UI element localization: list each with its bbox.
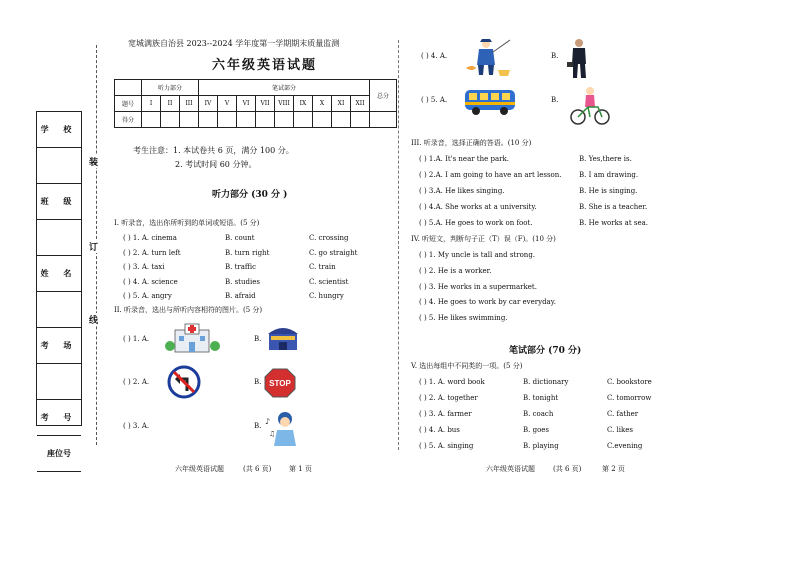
school-bus-icon: [462, 86, 520, 118]
s1-option-b: B. afraid: [225, 292, 256, 300]
cyclist-icon: [570, 85, 610, 127]
listening-header: 听力部分: [142, 80, 199, 96]
exam-room-field: 考 场: [37, 328, 81, 364]
section1-instruction: I. 听录音，选出你所听到的单词或短语。(5 分): [114, 219, 260, 227]
s2-q2-a: ( ) 2. A.: [123, 378, 150, 386]
score-cell: [332, 112, 351, 128]
s5-option-a: ( ) 5. A. singing: [419, 442, 474, 450]
question-numeral: V: [218, 96, 237, 112]
question-numeral: XII: [351, 96, 370, 112]
section2-instruction: II. 听录音，选出与所听内容相符的图片。(5 分): [114, 306, 263, 314]
spacer: [37, 148, 81, 184]
s1-option-b: B. traffic: [225, 263, 257, 271]
s5-option-b: B. coach: [523, 410, 554, 418]
s1-option-a: ( ) 2. A. turn left: [123, 248, 181, 257]
s2-q3-b: B.: [254, 422, 262, 430]
s1-option-c: C. hungry: [309, 292, 344, 300]
s1-option-c: C. crossing: [309, 234, 349, 242]
question-numeral: VIII: [275, 96, 294, 112]
s5-option-a: ( ) 1. A. word book: [419, 378, 485, 386]
question-numeral: I: [142, 96, 161, 112]
class-field: 班 级: [37, 184, 81, 220]
score-cell: [275, 112, 294, 128]
no-left-turn-icon: [167, 365, 201, 399]
paper-title: 六年级英语试题: [212, 58, 318, 73]
question-numeral: X: [313, 96, 332, 112]
question-numeral: VII: [256, 96, 275, 112]
stop-sign-icon: [263, 367, 297, 399]
s3-option-b: B. I am drawing.: [579, 171, 639, 179]
s5-option-c: C. father: [607, 410, 639, 418]
score-cell: [180, 112, 199, 128]
s5-option-b: B. tonight: [523, 394, 559, 402]
notice-line-2: 2. 考试时间 60 分钟。: [175, 160, 257, 169]
spacer: [37, 364, 81, 400]
s3-option-a: ( ) 2.A. I am going to have an art lesson.: [419, 171, 562, 179]
s4-statement: ( ) 2. He is a worker.: [419, 266, 492, 275]
s3-option-a: ( ) 4.A. She works at a university.: [419, 203, 537, 211]
s5-option-b: B. playing: [523, 442, 559, 450]
s5-option-a: ( ) 3. A. farmer: [419, 410, 472, 418]
question-numeral: II: [161, 96, 180, 112]
cinema-icon: [265, 322, 301, 352]
section4-instruction: IV. 听短文，判断句子正（T）误（F)。(10 分): [411, 235, 556, 243]
score-cell: [256, 112, 275, 128]
score-cell: [237, 112, 256, 128]
row-score: 得分: [115, 112, 142, 128]
s1-option-c: C. go straight: [309, 248, 358, 257]
question-numeral: IX: [294, 96, 313, 112]
businessman-icon: [566, 38, 592, 80]
total-header: 总分: [370, 80, 397, 112]
score-cell: [313, 112, 332, 128]
page-divider: [398, 40, 399, 450]
s1-option-a: ( ) 1. A. cinema: [123, 234, 177, 242]
hospital-icon: [163, 322, 223, 354]
score-cell: [199, 112, 218, 128]
score-cell: [142, 112, 161, 128]
written-header: 笔试部分: [199, 80, 370, 96]
s5-option-c: C. tomorrow: [607, 394, 652, 402]
s4-statement: ( ) 3. He works in a supermarket.: [419, 282, 537, 291]
name-field: 姓 名: [37, 256, 81, 292]
s3-option-b: B. He works at sea.: [579, 219, 649, 227]
s2-q1-a: ( ) 1. A.: [123, 335, 150, 343]
footer-right-pages: (共 6 页): [553, 465, 582, 473]
s5-option-a: ( ) 2. A. together: [419, 394, 478, 402]
s3-option-b: B. He is singing.: [579, 187, 638, 195]
score-cell: [161, 112, 180, 128]
binding-mark: 订: [89, 240, 98, 253]
s4-statement: ( ) 5. He likes swimming.: [419, 314, 508, 323]
exam-title: 宽城满族自治县 2023--2024 学年度第一学期期末质量监测: [128, 39, 340, 48]
section5-instruction: V. 选出每组中不同类的一项。(5 分): [411, 362, 523, 370]
footer-left-title: 六年级英语试题: [175, 465, 224, 473]
s2-q5-b: B.: [551, 96, 559, 104]
school-field: 学 校: [37, 112, 81, 148]
s1-option-b: B. turn right: [225, 248, 270, 257]
s3-option-a: ( ) 1.A. It's near the park.: [419, 155, 509, 163]
row-question: 题号: [115, 96, 142, 112]
s2-q4-b: B.: [551, 52, 559, 60]
question-numeral: VI: [237, 96, 256, 112]
s5-option-a: ( ) 4. A. bus: [419, 426, 460, 434]
question-numeral: XI: [332, 96, 351, 112]
s5-option-b: B. dictionary: [523, 378, 569, 386]
s2-q4-a: ( ) 4. A.: [421, 52, 448, 60]
spacer: [37, 220, 81, 256]
notice-line-1: 考生注意：1. 本试卷共 6 页，满分 100 分。: [133, 146, 294, 155]
s3-option-a: ( ) 3.A. He likes singing.: [419, 187, 505, 195]
question-numeral: IV: [199, 96, 218, 112]
s1-option-b: B. studies: [225, 277, 260, 286]
fisherman-icon: [464, 38, 512, 78]
singing-girl-icon: [263, 410, 299, 450]
student-info-box: [36, 111, 82, 458]
s2-q5-a: ( ) 5. A.: [421, 96, 448, 104]
score-cell: [351, 112, 370, 128]
s1-option-c: C. train: [309, 263, 336, 271]
s4-statement: ( ) 1. My uncle is tall and strong.: [419, 251, 536, 259]
s4-statement: ( ) 4. He goes to work by car everyday.: [419, 298, 556, 307]
binding-mark: 装: [89, 155, 98, 168]
footer-left-page: 第 1 页: [289, 465, 312, 473]
svg-text:♪: ♪: [265, 417, 271, 426]
section3-instruction: III. 听录音，选择正确的答语。(10 分): [411, 139, 532, 147]
s1-option-a: ( ) 3. A. taxi: [123, 263, 165, 271]
listening-heading: 听力部分 (30 分 ): [212, 190, 288, 200]
score-cell: [218, 112, 237, 128]
s5-option-c: C.evening: [607, 442, 643, 450]
s1-option-b: B. count: [225, 234, 255, 242]
svg-text:STOP: STOP: [269, 379, 291, 388]
s5-option-c: C. likes: [607, 426, 634, 434]
seat-number-field: 座位号: [37, 436, 81, 472]
footer-right-title: 六年级英语试题: [486, 465, 535, 473]
s2-q2-b: B.: [254, 378, 262, 386]
s2-q1-b: B.: [254, 335, 262, 343]
score-table: [114, 79, 397, 128]
question-numeral: III: [180, 96, 199, 112]
s3-option-a: ( ) 5.A. He goes to work on foot.: [419, 219, 533, 227]
s5-option-c: C. bookstore: [607, 378, 652, 386]
score-cell: [294, 112, 313, 128]
s1-option-c: C. scientist: [309, 277, 349, 286]
spacer: [37, 292, 81, 328]
s5-option-b: B. goes: [523, 426, 550, 434]
s1-option-a: ( ) 4. A. science: [123, 277, 178, 286]
footer-left-pages: (共 6 页): [243, 465, 272, 473]
svg-text:♫: ♫: [269, 430, 276, 438]
s2-q3-a: ( ) 3. A.: [123, 422, 150, 430]
total-score-cell: [370, 112, 397, 128]
binding-mark: 线: [89, 313, 98, 326]
footer-right-page: 第 2 页: [602, 465, 625, 473]
s3-option-b: B. She is a teacher.: [579, 203, 648, 211]
s3-option-b: B. Yes,there is.: [579, 155, 632, 163]
written-heading: 笔试部分 (70 分): [509, 346, 582, 356]
s1-option-a: ( ) 5. A. angry: [123, 292, 172, 300]
exam-number-field: 考 号: [37, 400, 81, 436]
